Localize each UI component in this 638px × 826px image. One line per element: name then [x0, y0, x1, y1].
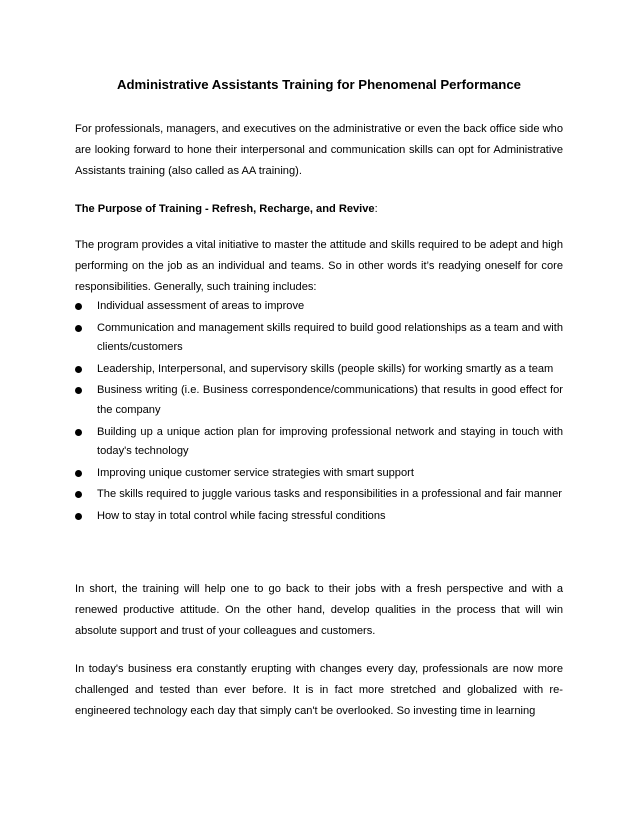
list-item: [75, 485, 563, 505]
bullet-icon: [75, 470, 82, 477]
list-item-text: Building up a unique action plan for improving professional network and staying in touch with today's technology: [97, 425, 563, 458]
bullet-icon: [75, 366, 82, 373]
list-item: [75, 297, 563, 317]
list-item-text: Individual assessment of areas to improve: [97, 300, 305, 312]
list-item-text: Leadership, Interpersonal, and supervisory skills (people skills) for working smartly as a team: [97, 362, 554, 375]
program-paragraph: The program provides a vital initiative to master the attitude and skills required to be adept and high performing on the job as an individual and teams. So in other words it’s readying oneself for core responsibilities. Generally, such training includes:: [75, 239, 563, 293]
document-title: Administrative Assistants Training for Phenomenal Performance: [116, 77, 522, 92]
summary-paragraph: In short, the training will help one to go back to their jobs with a fresh perspective and with a renewed productive attitude. On the other hand, develop qualities in the process that will win absolute support and trust of your colleagues and customers.: [75, 583, 563, 637]
list-item-text: The skills required to juggle various tasks and responsibilities in a professional and fair manner: [97, 488, 562, 501]
bullet-icon: [75, 303, 82, 310]
list-item: [75, 464, 563, 484]
intro-paragraph: For professionals, managers, and executives on the administrative or even the back office side who are looking forward to hone their interpersonal and communication skills can opt for Administrative Assistants training (also called as AA training).: [75, 123, 563, 177]
list-item: [75, 381, 563, 420]
purpose-heading-colon: :: [374, 203, 378, 215]
list-item-text: Business writing (i.e. Business correspondence/communications) that results in good effect for the company: [97, 384, 563, 416]
bullet-icon: [75, 491, 82, 498]
list-item: [75, 319, 563, 358]
bullet-icon: [75, 325, 82, 332]
list-item-text: Improving unique customer service strategies with smart support: [97, 466, 414, 479]
bullet-icon: [75, 513, 82, 520]
training-list: [75, 297, 563, 529]
purpose-heading: [75, 199, 563, 220]
list-item: [75, 423, 563, 462]
era-paragraph: In today's business era constantly erupting with changes every day, professionals are now more challenged and tested than ever before. It is in fact more stretched and globalized with re-engineered technology each day that simply can't be overlooked. So investing time in learning: [75, 663, 563, 717]
list-item-text: Communication and management skills required to build good relationships as a team and with clients/customers: [97, 321, 563, 354]
bullet-icon: [75, 387, 82, 394]
list-item: [75, 507, 563, 527]
list-item-text: How to stay in total control while facing stressful conditions: [97, 509, 386, 522]
purpose-heading-text: The Purpose of Training - Refresh, Recharge, and Revive: [75, 203, 375, 215]
list-item: [75, 360, 563, 380]
bullet-icon: [75, 429, 82, 436]
